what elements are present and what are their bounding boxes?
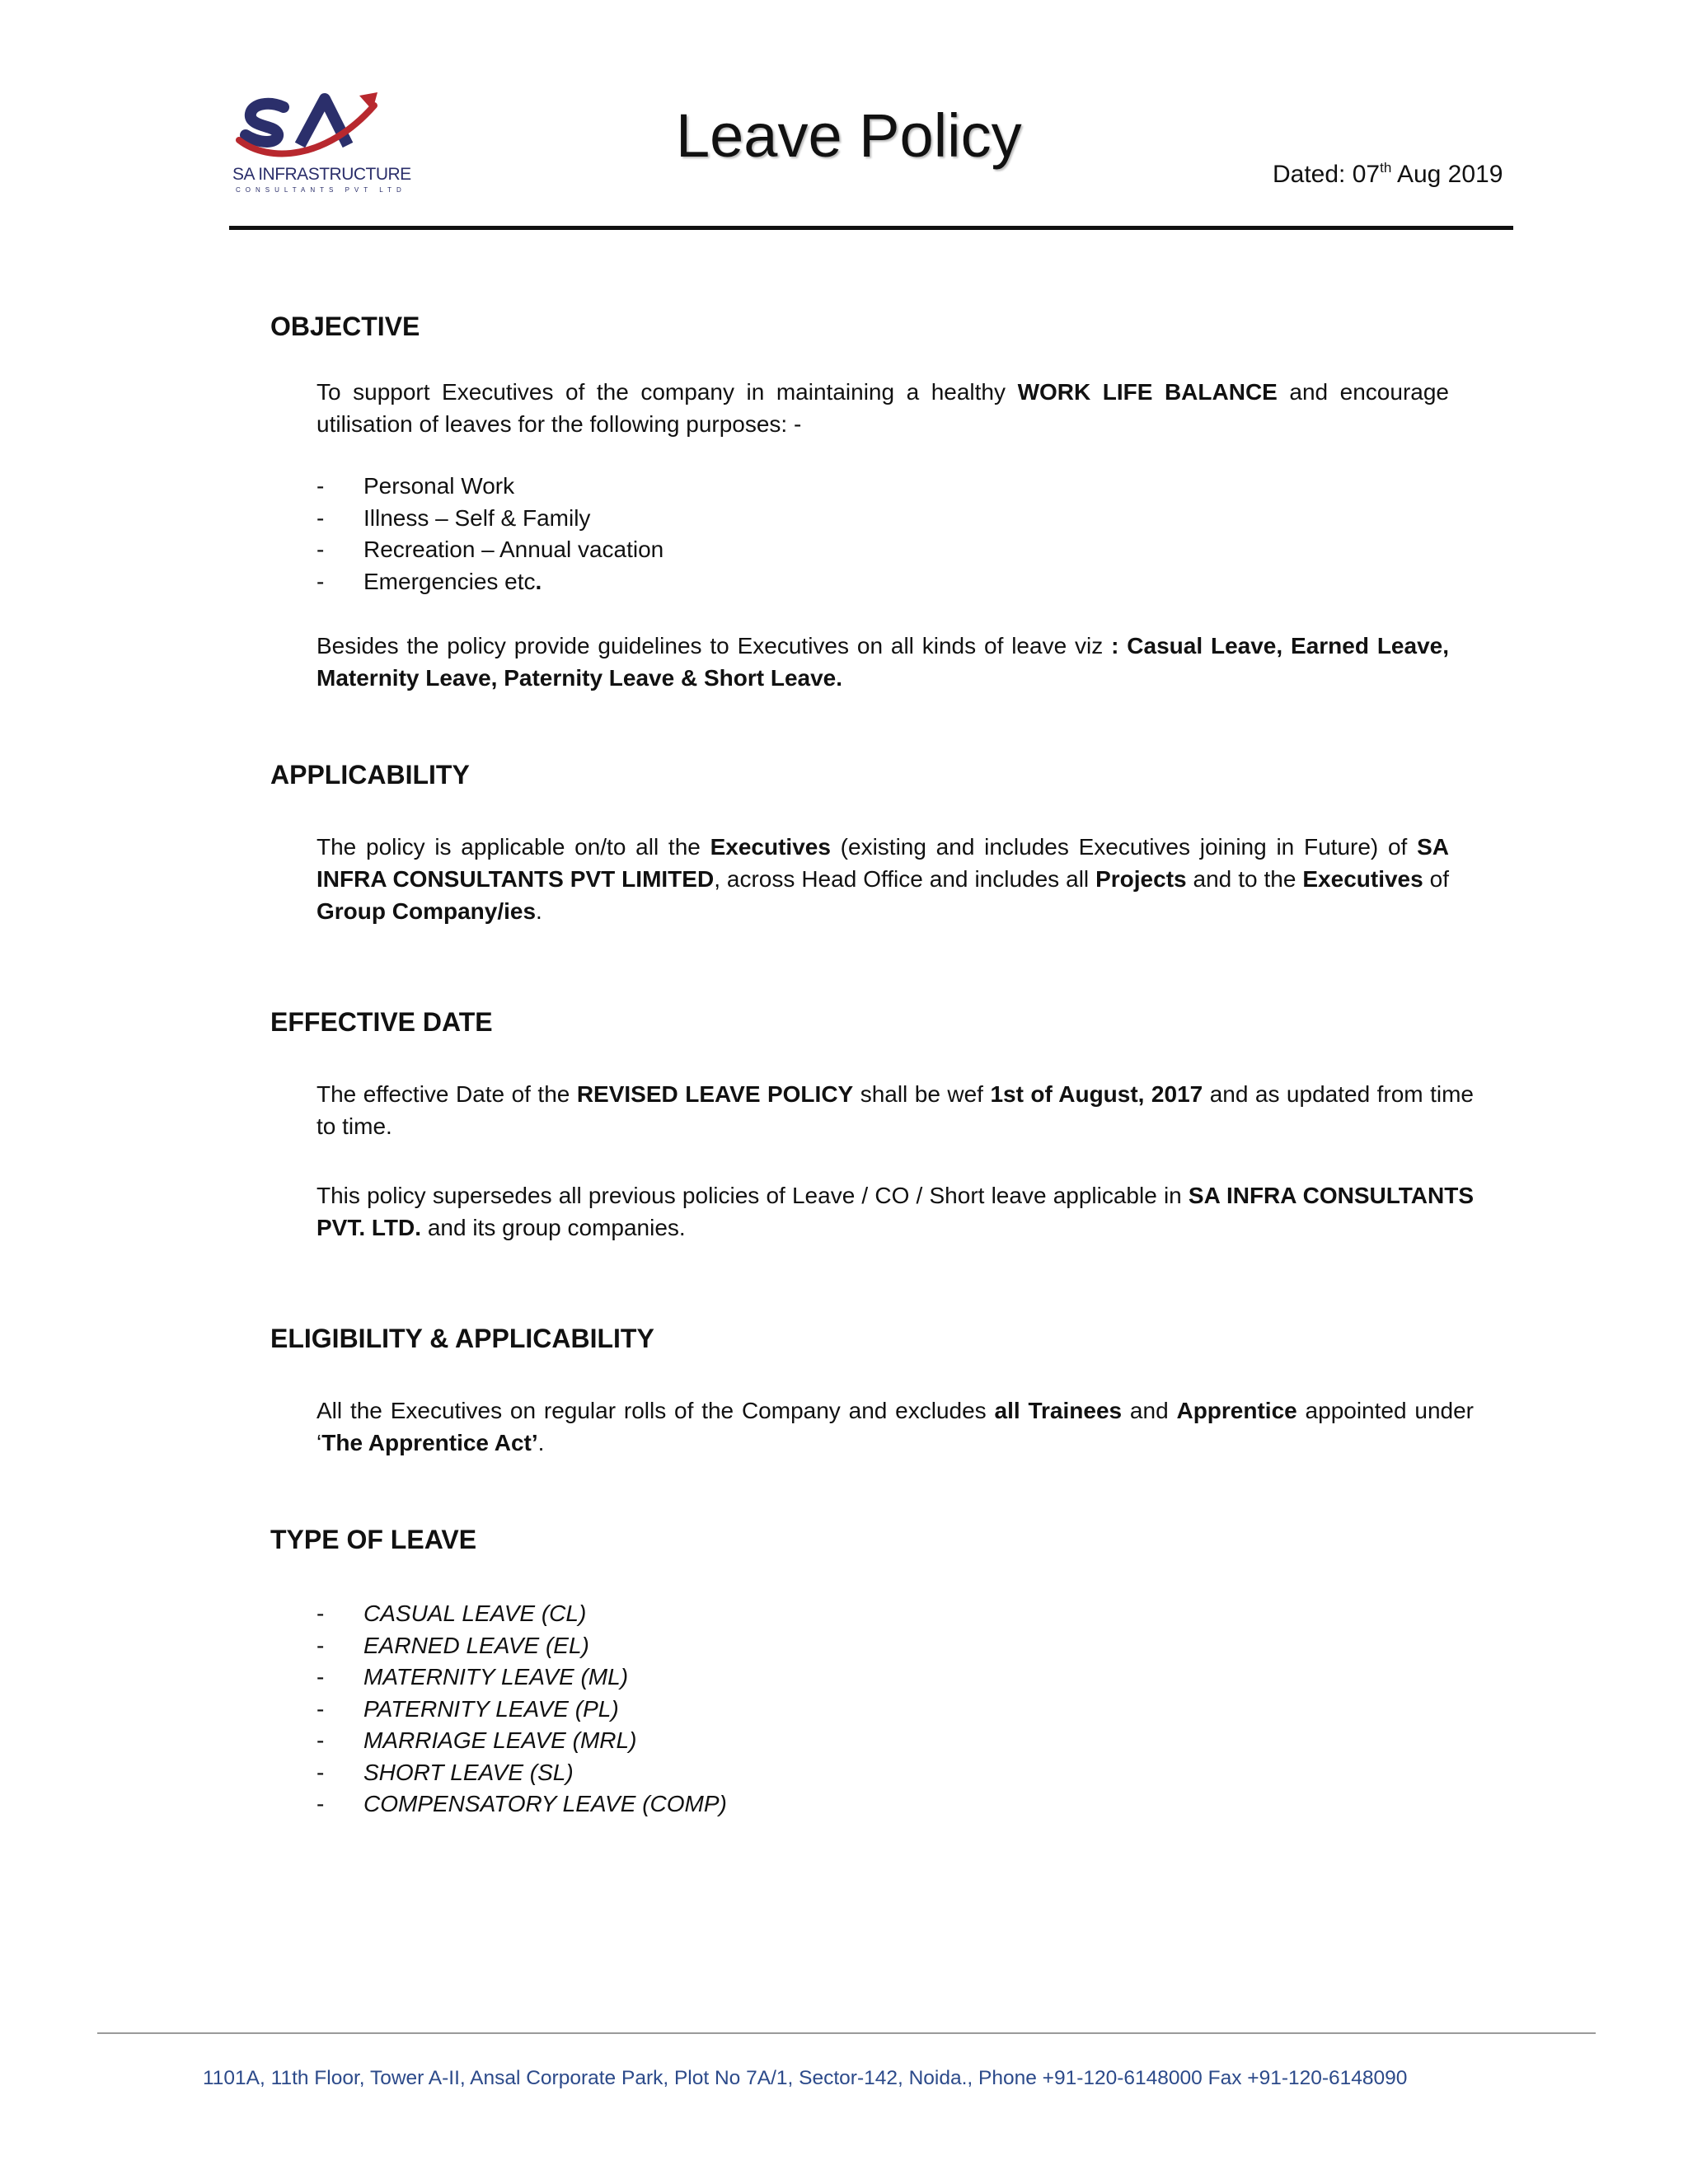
leave-type-text: PATERNITY LEAVE (PL) (363, 1695, 619, 1722)
list-item (316, 566, 663, 598)
list-item (316, 1725, 727, 1757)
footer-divider (97, 2032, 1596, 2034)
bold-run: 1st of August, 2017 (990, 1081, 1203, 1107)
company-logo (229, 89, 411, 200)
document-date (1273, 160, 1503, 189)
objective-intro-bold: WORK LIFE BALANCE (1017, 379, 1278, 405)
bold-run: Apprentice (1176, 1398, 1297, 1423)
objective-besides-bold: : Casual Leave, Earned Leave, Maternity Leave, Paternity Leave & Short Leave. (316, 633, 1449, 691)
text-run: of (1423, 866, 1450, 892)
purpose-text: Personal Work (363, 473, 515, 499)
list-item (316, 1661, 727, 1694)
bold-run: REVISED LEAVE POLICY (576, 1081, 854, 1107)
text-run: . (536, 898, 542, 924)
section-heading-objective: OBJECTIVE (270, 312, 420, 341)
date-prefix: Dated: 07 (1273, 161, 1381, 188)
list-item (316, 503, 663, 535)
applicability-paragraph (316, 831, 1449, 927)
objective-besides-text: Besides the policy provide guidelines to Executives on all kinds of leave viz (316, 633, 1112, 658)
list-item (316, 534, 663, 566)
text-run: , across Head Office and includes all (714, 866, 1096, 892)
leave-type-text: MATERNITY LEAVE (ML) (363, 1664, 629, 1690)
leave-types-list (316, 1598, 727, 1821)
effective-date-paragraph (316, 1078, 1474, 1142)
bold-run: Projects (1095, 866, 1187, 892)
bold-run: SA INFRA CONSULTANTS PVT LIMITED (316, 834, 1449, 892)
bold-run: The Apprentice Act’ (321, 1430, 538, 1455)
text-run: . (537, 1430, 545, 1455)
leave-type-text: COMPENSATORY LEAVE (COMP) (363, 1791, 727, 1816)
sa-logo-mark (236, 89, 384, 167)
text-run: This policy supersedes all previous policies of Leave / CO / Short leave applicable in (316, 1183, 1189, 1208)
leave-type-text: MARRIAGE LEAVE (MRL) (363, 1727, 637, 1753)
bold-run: all Trainees (994, 1398, 1123, 1423)
purpose-text: Recreation – Annual vacation (363, 537, 664, 562)
objective-intro (316, 376, 1449, 440)
text-run: appointed under ‘ (316, 1398, 1474, 1455)
text-run: All the Executives on regular rolls of the Company and excludes (316, 1398, 995, 1423)
leave-type-text: EARNED LEAVE (EL) (363, 1632, 589, 1658)
logo-company-name: SA INFRASTRUCTURE (232, 165, 411, 184)
list-item (316, 1694, 727, 1726)
supersedes-paragraph (316, 1179, 1474, 1244)
text-run: and to the (1186, 866, 1303, 892)
objective-intro-text-1: To support Executives of the company in maintaining a healthy (316, 379, 1018, 405)
purpose-period: . (535, 568, 542, 594)
header-divider (229, 226, 1513, 230)
leave-type-text: SHORT LEAVE (SL) (363, 1759, 574, 1785)
purpose-text: Emergencies etc (363, 568, 536, 594)
list-item (316, 1757, 727, 1789)
list-item (316, 1788, 727, 1821)
purpose-text: Illness – Self & Family (363, 504, 591, 531)
bold-run: Executives (1302, 866, 1423, 892)
bold-run: SA INFRA CONSULTANTS PVT. LTD. (316, 1183, 1475, 1240)
text-run: shall be wef (853, 1081, 991, 1107)
objective-besides (316, 630, 1449, 694)
text-run: and (1122, 1398, 1177, 1423)
list-item (316, 471, 663, 503)
text-run: (existing and includes Executives joining in Future) of (830, 834, 1418, 860)
date-ordinal: th (1380, 160, 1392, 176)
logo-tagline: CONSULTANTS PVT LTD (236, 186, 406, 194)
date-suffix: Aug 2019 (1391, 161, 1503, 188)
text-run: and as updated from time to time. (316, 1081, 1474, 1139)
list-item (316, 1598, 727, 1630)
purposes-list (316, 471, 663, 598)
document-title: Leave Policy (676, 101, 1022, 170)
section-heading-type-of-leave: TYPE OF LEAVE (270, 1525, 477, 1554)
footer-address: 1101A, 11th Floor, Tower A-II, Ansal Corporate Park, Plot No 7A/1, Sector-142, Noida., Phone +91-120-6148000 Fax +91-120-6148090 (203, 2067, 1408, 2089)
leave-type-text: CASUAL LEAVE (CL) (363, 1601, 587, 1626)
list-item (316, 1630, 727, 1662)
text-run: The policy is applicable on/to all the (316, 834, 710, 860)
bold-run: Executives (710, 834, 831, 860)
eligibility-paragraph (316, 1394, 1474, 1459)
text-run: and its group companies. (421, 1215, 686, 1240)
section-heading-eligibility: ELIGIBILITY & APPLICABILITY (270, 1324, 654, 1353)
objective-intro-text-2: and encourage utilisation of leaves for the following purposes: - (316, 379, 1449, 437)
text-run: The effective Date of the (316, 1081, 577, 1107)
bold-run: Group Company/ies (316, 898, 537, 924)
section-heading-applicability: APPLICABILITY (270, 760, 470, 790)
section-heading-effective-date: EFFECTIVE DATE (270, 1007, 493, 1037)
